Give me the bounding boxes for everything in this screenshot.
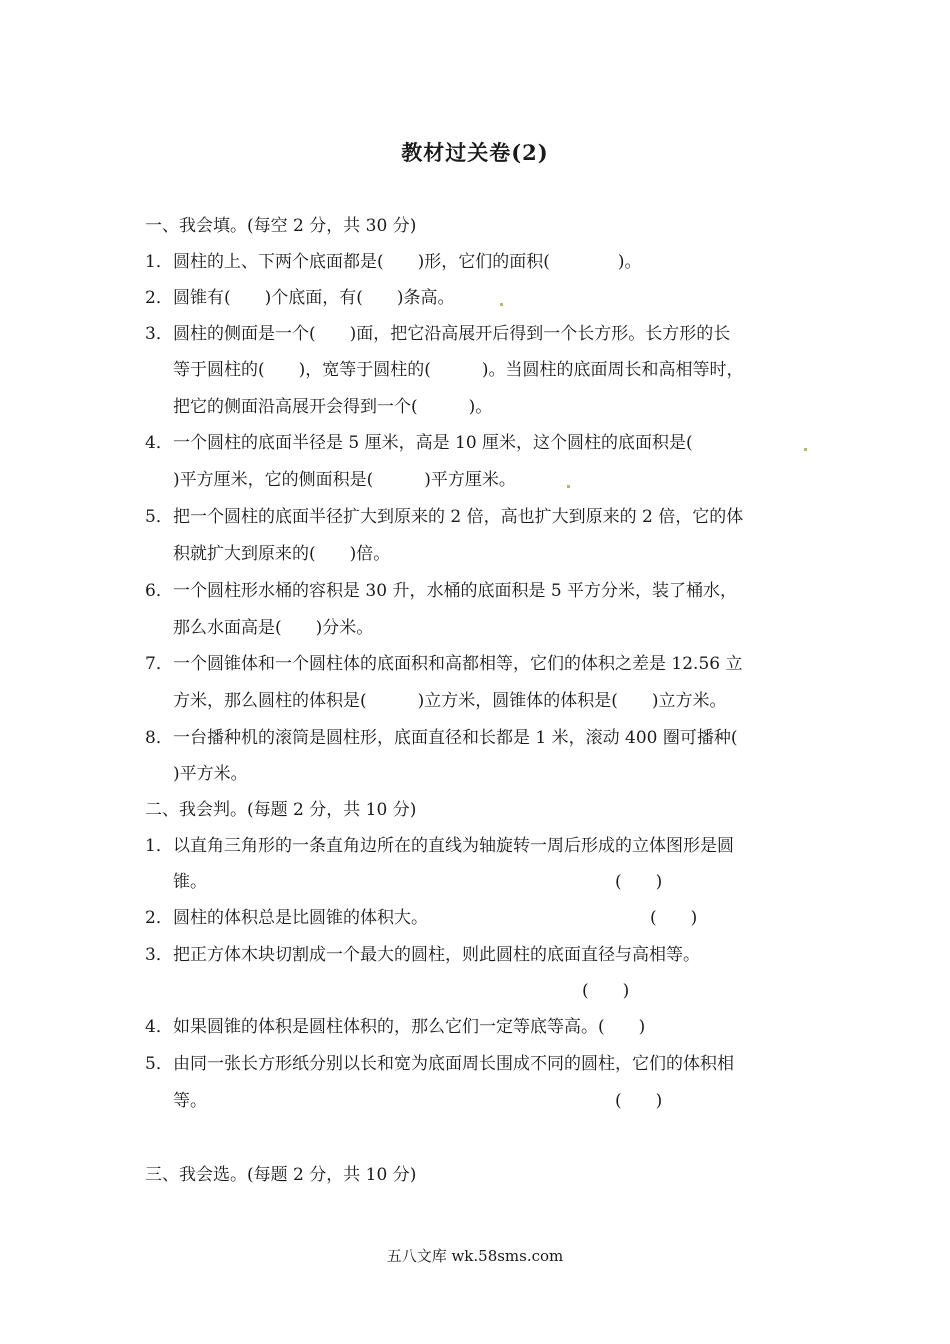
answer-parentheses[interactable]: ( ) [615, 872, 663, 892]
answer-parentheses[interactable]: ( ) [582, 981, 630, 1001]
question-number: 3． [145, 945, 173, 965]
question-text: 一台播种机的滚筒是圆柱形，底面直径和长都是 1 米，滚动 400 圈可播种( [173, 728, 738, 748]
question-text: 圆柱的上、下两个底面都是( )形，它们的面积( )。 [173, 252, 642, 272]
question-text: 一个圆柱形水桶的容积是 30 升，水桶的底面积是 5 平方分米，装了桶水， [173, 581, 738, 601]
question-1-8 [145, 726, 738, 750]
question-text: 把正方体木块切割成一个最大的圆柱，则此圆柱的底面直径与高相等。 [173, 945, 700, 965]
question-1-1 [145, 250, 642, 274]
question-text: 圆锥有( )个底面，有( )条高。 [173, 288, 455, 308]
answer-parentheses[interactable]: ( ) [650, 908, 698, 928]
section2-heading: 二、我会判。(每题 2 分，共 10 分) [145, 800, 417, 820]
question-number: 1． [145, 836, 173, 856]
question-text: 由同一张长方形纸分别以长和宽为底面周长围成不同的圆柱，它们的体积相 [173, 1054, 734, 1074]
question-number: 6． [145, 581, 173, 601]
question-1-7-line2: 方米，那么圆柱的体积是( )立方米，圆锥体的体积是( )立方米。 [173, 691, 727, 711]
scan-speck [804, 448, 807, 451]
question-number: 2． [145, 908, 173, 928]
question-text: 一个圆柱的底面半径是 5 厘米，高是 10 厘米，这个圆柱的底面积是( [173, 433, 693, 453]
question-number: 4． [145, 1017, 173, 1037]
question-2-5-line2: 等。 [173, 1091, 207, 1111]
question-1-3-line2: 等于圆柱的( )，宽等于圆柱的( )。当圆柱的底面周长和高相等时， [173, 360, 744, 380]
question-1-5 [145, 505, 743, 529]
question-1-5-line2: 积就扩大到原来的( )倍。 [173, 544, 391, 564]
question-number: 8． [145, 728, 173, 748]
question-number: 3． [145, 324, 173, 344]
question-text: 以直角三角形的一条直角边所在的直线为轴旋转一周后形成的立体图形是圆 [173, 836, 734, 856]
question-1-3 [145, 322, 730, 346]
question-number: 1． [145, 252, 173, 272]
question-1-6-line2: 那么水面高是( )分米。 [173, 618, 374, 638]
question-text: 如果圆锥的体积是圆柱体积的，那么它们一定等底等高。( ) [173, 1017, 646, 1037]
question-2-4 [145, 1015, 645, 1039]
footer-watermark: 五八文库 wk.58sms.com [386, 1247, 564, 1265]
question-2-3 [145, 943, 700, 967]
question-1-3-line3: 把它的侧面沿高展开会得到一个( )。 [173, 397, 493, 417]
question-1-7 [145, 652, 742, 676]
question-number: 2． [145, 288, 173, 308]
question-number: 5． [145, 1054, 173, 1074]
question-number: 5． [145, 507, 173, 527]
scan-speck [500, 303, 503, 306]
question-1-4-line2: )平方厘米，它的侧面积是( )平方厘米。 [173, 470, 516, 490]
question-2-2 [145, 906, 428, 930]
question-2-5 [145, 1052, 734, 1076]
question-number: 4． [145, 433, 173, 453]
question-text: 圆柱的体积总是比圆锥的体积大。 [173, 908, 428, 928]
answer-parentheses[interactable]: ( ) [615, 1091, 663, 1111]
question-1-6 [145, 579, 737, 603]
question-text: 圆柱的侧面是一个( )面，把它沿高展开后得到一个长方形。长方形的长 [173, 324, 731, 344]
question-1-8-line2: )平方米。 [173, 764, 248, 784]
question-2-1-line2: 锥。 [173, 872, 207, 892]
question-2-1 [145, 834, 734, 858]
question-text: 把一个圆柱的底面半径扩大到原来的 2 倍，高也扩大到原来的 2 倍，它的体 [173, 507, 744, 527]
section3-heading: 三、我会选。(每题 2 分，共 10 分) [145, 1165, 417, 1185]
scan-speck [567, 485, 570, 488]
question-number: 7． [145, 654, 173, 674]
question-1-2 [145, 286, 455, 310]
question-text: 一个圆锥体和一个圆柱体的底面积和高都相等，它们的体积之差是 12.56 立 [173, 654, 743, 674]
question-1-4 [145, 431, 693, 455]
page-title: 教材过关卷(2) [401, 140, 549, 165]
section1-heading: 一、我会填。(每空 2 分，共 30 分) [145, 216, 417, 236]
